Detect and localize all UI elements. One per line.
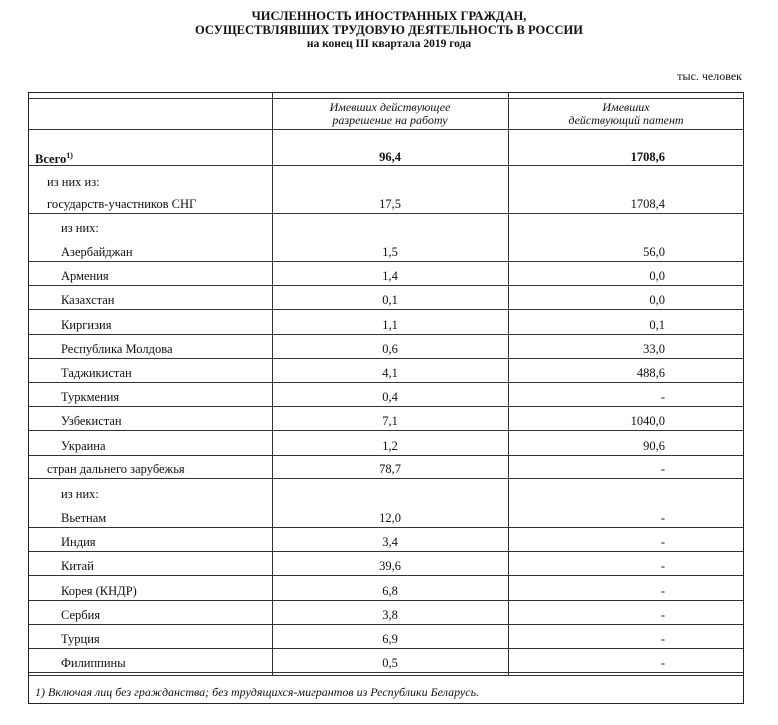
row-patent: 0,0 (649, 293, 665, 308)
row-rule (29, 455, 743, 456)
row-patent: - (660, 390, 665, 405)
column-header-permit-line1: Имевших действующее (329, 100, 451, 114)
row-patent: 56,0 (643, 245, 665, 259)
row-label: Сербия (61, 607, 101, 622)
title-line-3: на конец III квартала 2019 года (306, 38, 472, 50)
row-rule (29, 334, 743, 335)
cis-permit: 17,5 (379, 197, 401, 211)
row-patent: - (660, 632, 665, 646)
header-bottom-rule (29, 129, 743, 130)
row-permit: 0,5 (382, 656, 398, 671)
row-label: Таджикистан (61, 366, 132, 380)
cis-intro: из них из: (47, 175, 100, 189)
row-permit: 6,8 (382, 583, 398, 598)
row-label: Вьетнам (61, 511, 107, 525)
cis-subintro: из них: (61, 221, 99, 235)
title-line-1: ЧИСЛЕННОСТЬ ИНОСТРАННЫХ ГРАЖДАН, (251, 9, 527, 23)
far-label: стран дальнего зарубежья (47, 462, 185, 476)
total-row-rule (29, 165, 743, 166)
row-rule (29, 309, 743, 310)
cis-row-rule (29, 213, 743, 214)
row-label: Узбекистан (61, 414, 122, 429)
footnote-rule (29, 675, 743, 676)
row-rule (29, 285, 743, 286)
row-permit: 0,6 (382, 341, 398, 356)
units-label: тыс. человек (677, 69, 742, 83)
row-permit: 0,1 (382, 293, 398, 308)
row-rule (29, 382, 743, 383)
far-permit: 78,7 (379, 462, 401, 476)
row-label: Китай (61, 559, 94, 574)
row-permit: 0,4 (382, 390, 398, 405)
data-table (28, 92, 744, 704)
row-label: Киргизия (61, 317, 112, 332)
footnote: 1) Включая лиц без гражданства; без трудящихся-мигрантов из Республики Беларусь. (35, 685, 480, 699)
far-subintro: из них: (61, 487, 99, 501)
row-patent: - (660, 607, 665, 622)
row-patent: - (660, 559, 665, 574)
row-label: Корея (КНДР) (61, 583, 137, 598)
row-patent: 0,0 (649, 269, 665, 284)
row-patent: 1040,0 (630, 414, 665, 429)
row-permit: 1,2 (382, 438, 398, 453)
row-patent: 33,0 (643, 341, 665, 356)
row-permit: 3,8 (382, 607, 398, 622)
row-permit: 1,4 (382, 269, 398, 284)
row-label: Турция (61, 632, 100, 646)
row-label: Индия (61, 535, 96, 550)
row-label: Казахстан (61, 293, 115, 308)
column-header-patent-line1: Имевших (602, 100, 650, 114)
total-patent: 1708,6 (630, 150, 665, 164)
row-label: Филиппины (61, 656, 126, 671)
row-rule (29, 261, 743, 262)
total-label (35, 149, 73, 166)
row-patent: 488,6 (636, 366, 665, 380)
cis-label: государств-участников СНГ (47, 197, 197, 211)
row-rule (29, 600, 743, 601)
row-label: Республика Молдова (61, 341, 173, 356)
row-rule (29, 527, 743, 528)
row-patent: 0,1 (649, 317, 665, 332)
row-rule (29, 624, 743, 625)
row-patent: 90,6 (643, 438, 665, 453)
row-rule (29, 648, 743, 649)
far-patent: - (660, 462, 665, 476)
row-patent: - (660, 535, 665, 550)
row-permit: 3,4 (382, 535, 398, 550)
column-header-permit (272, 101, 508, 127)
total-permit: 96,4 (379, 150, 401, 164)
column-header-patent-line2: действующий патент (568, 113, 684, 127)
row-patent: - (660, 511, 665, 525)
row-patent: - (660, 656, 665, 671)
row-rule (29, 430, 743, 431)
total-footnote-mark: 1) (66, 151, 73, 160)
row-permit: 39,6 (379, 559, 401, 574)
column-header-patent (508, 101, 744, 127)
row-rule (29, 406, 743, 407)
row-label: Туркмения (61, 390, 120, 405)
row-rule (29, 575, 743, 576)
row-rule (29, 551, 743, 552)
row-permit: 1,1 (382, 317, 398, 332)
row-label: Армения (61, 269, 109, 284)
row-permit: 12,0 (379, 511, 401, 525)
row-label: Азербайджан (61, 245, 133, 259)
row-permit: 1,5 (382, 245, 398, 259)
row-label: Украина (61, 438, 106, 453)
title-line-2: ОСУЩЕСТВЛЯВШИХ ТРУДОВУЮ ДЕЯТЕЛЬНОСТЬ В РОССИИ (195, 23, 583, 37)
far-row-rule (29, 478, 743, 479)
total-label-text: Всего (35, 152, 67, 167)
row-permit: 7,1 (382, 414, 398, 429)
row-permit: 4,1 (382, 366, 398, 380)
row-patent: - (660, 583, 665, 598)
row-permit: 6,9 (382, 632, 398, 646)
row-rule (29, 672, 743, 673)
cis-patent: 1708,4 (630, 197, 665, 211)
row-rule (29, 358, 743, 359)
column-header-permit-line2: разрешение на работу (332, 113, 448, 127)
header-top-rule (29, 98, 743, 99)
